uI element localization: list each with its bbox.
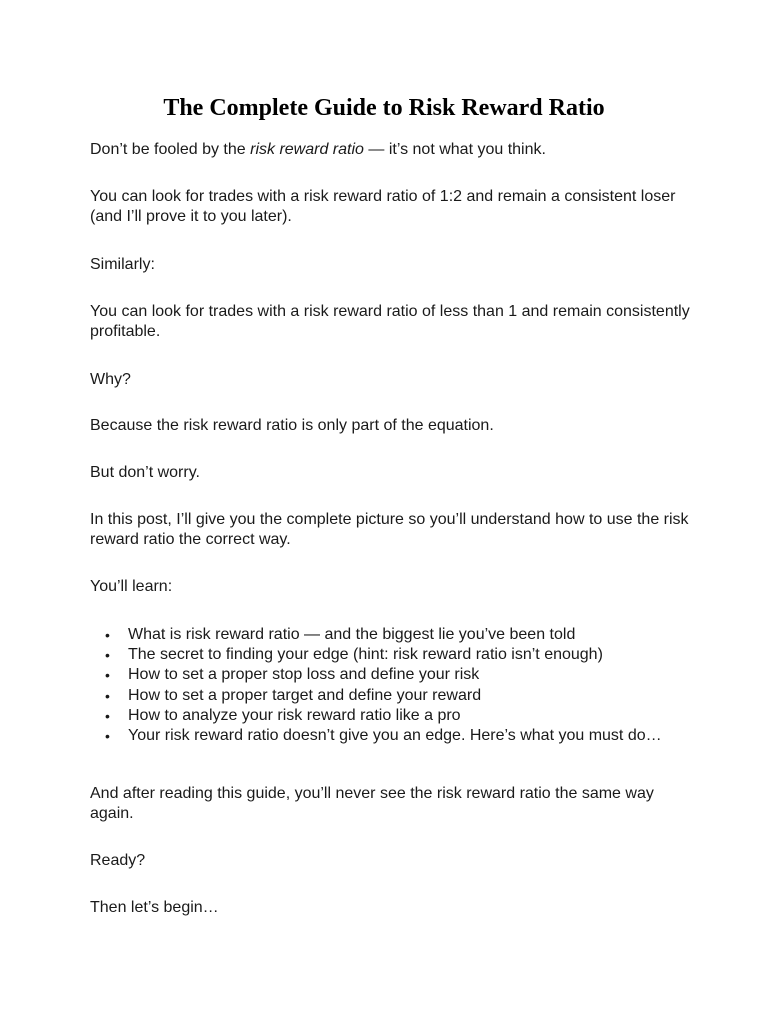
paragraph-7: In this post, I’ll give you the complete picture so you’ll understand how to use the risk reward ratio the correct way. — [90, 511, 689, 548]
paragraph-8: You’ll learn: — [90, 578, 173, 595]
closing-paragraph-2: Ready? — [90, 852, 146, 869]
bullet-icon: • — [105, 647, 110, 664]
bullet-icon: • — [105, 728, 110, 745]
document-title: The Complete Guide to Risk Reward Ratio — [163, 95, 605, 121]
paragraph-2: Similarly: — [90, 256, 155, 273]
paragraph-3: You can look for trades with a risk reward ratio of less than 1 and remain consistently profitable. — [90, 303, 690, 340]
list-item-text: How to set a proper target and define your reward — [128, 686, 482, 704]
paragraph-4: Why? — [90, 371, 131, 388]
list-item — [90, 706, 670, 726]
closing-paragraph-3: Then let’s begin… — [90, 899, 219, 916]
intro-text-before: Don’t be fooled by the — [90, 141, 251, 158]
closing-paragraph-1: And after reading this guide, you’ll never see the risk reward ratio the same way again. — [90, 785, 654, 822]
list-item — [90, 726, 670, 746]
list-item-text: How to set a proper stop loss and define your risk — [128, 666, 480, 684]
intro-emphasis: risk reward ratio — [250, 141, 364, 158]
bullet-icon: • — [105, 667, 110, 684]
list-item-text: How to analyze your risk reward ratio like a pro — [128, 706, 461, 724]
intro-paragraph — [90, 140, 690, 160]
list-item-text: The secret to finding your edge (hint: risk reward ratio isn’t enough) — [128, 646, 603, 664]
list-item — [90, 625, 670, 645]
list-item-text: Your risk reward ratio doesn’t give you an edge. Here’s what you must do… — [128, 727, 662, 745]
list-item — [90, 645, 670, 665]
paragraph-1: You can look for trades with a risk reward ratio of 1:2 and remain a consistent loser (and I’ll prove it to you later). — [90, 188, 676, 225]
list-item — [90, 665, 670, 685]
paragraph-5: Because the risk reward ratio is only part of the equation. — [90, 417, 494, 434]
intro-text-after: — it’s not what you think. — [363, 141, 546, 158]
bullet-icon: • — [105, 687, 110, 704]
bullet-list — [90, 625, 670, 746]
bullet-icon: • — [105, 707, 110, 724]
list-item-text: What is risk reward ratio — and the biggest lie you’ve been told — [128, 626, 576, 643]
list-item — [90, 686, 670, 706]
paragraph-6: But don’t worry. — [90, 464, 200, 481]
bullet-icon: • — [105, 627, 110, 643]
